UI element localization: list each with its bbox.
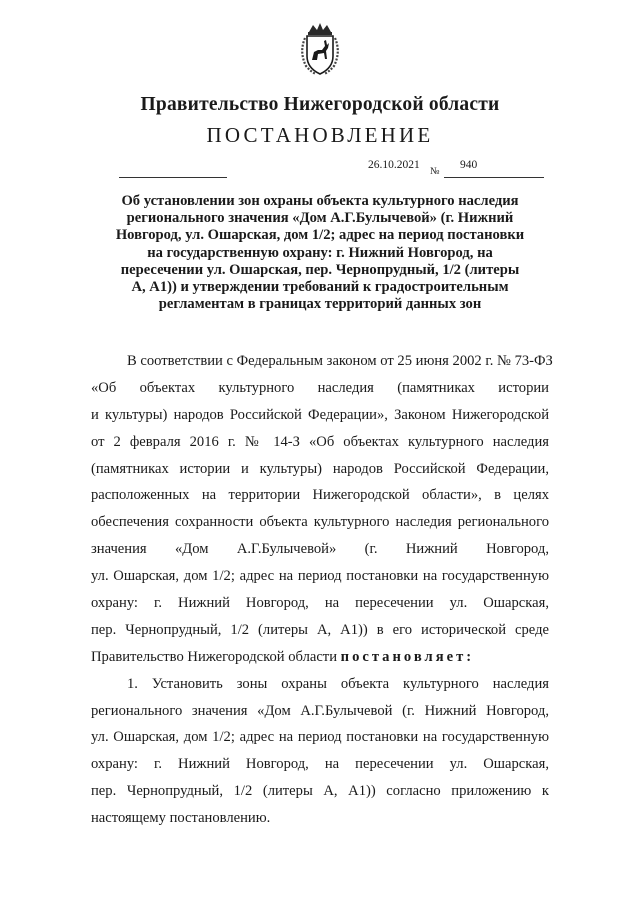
body-line: 1. Установить зоны охраны объекта культурного наследия bbox=[127, 675, 549, 692]
decree-date: 26.10.2021 bbox=[368, 159, 420, 171]
decree-number: 940 bbox=[460, 159, 478, 171]
body-line: (памятниках истории и культуры) народов Российской Федерации, bbox=[91, 460, 549, 477]
body-line: пер. Чернопрудный, 1/2 (литеры А, А1)) согласно приложению к bbox=[91, 783, 549, 800]
body-line: настоящему постановлению. bbox=[91, 810, 271, 827]
body-line: «Об объектах культурного наследия (памятниках истории bbox=[91, 379, 549, 396]
body-line: В соответствии с Федеральным законом от 25 июня 2002 г. № 73-ФЗ bbox=[127, 353, 553, 369]
subject-line: на государственную охрану: г. Нижний Новгород, на bbox=[147, 244, 493, 261]
number-sign: № bbox=[430, 166, 440, 177]
body-line: охрану: г. Нижний Новгород, на пересечении ул. Ошарская, bbox=[91, 756, 549, 773]
body-line: значения «Дом А.Г.Булычевой» (г. Нижний Новгород, bbox=[91, 541, 549, 558]
government-title: Правительство Нижегородской области bbox=[140, 94, 500, 115]
date-blank-line bbox=[119, 177, 227, 178]
coat-of-arms-icon bbox=[298, 22, 342, 76]
body-line: охрану: г. Нижний Новгород, на пересечении ул. Ошарская, bbox=[91, 595, 549, 612]
document-type-title: ПОСТАНОВЛЕНИЕ bbox=[206, 123, 434, 147]
subject-line: регионального значения «Дом А.Г.Булычевой» (г. Нижний bbox=[126, 210, 514, 227]
subject-line: регламентам в границах территорий данных зон bbox=[158, 296, 482, 313]
body-line bbox=[91, 644, 549, 671]
subject-line: Новгород, ул. Ошарская, дом 1/2; адрес на период постановки bbox=[115, 227, 525, 244]
subject-line: А, А1)) и утверждении требований к градостроительным bbox=[131, 279, 509, 296]
body-line: расположенных на территории Нижегородской области», в целях bbox=[91, 487, 549, 504]
body-line: ул. Ошарская, дом 1/2; адрес на период постановки на государственную bbox=[91, 729, 549, 746]
resolution-prefix: Правительство Нижегородской области bbox=[91, 648, 337, 665]
body-line: и культуры) народов Российской Федерации», Законом Нижегородской bbox=[91, 406, 549, 423]
subject-line: пересечении ул. Ошарская, пер. Чернопрудный, 1/2 (литеры bbox=[120, 261, 520, 278]
decree-subject bbox=[110, 193, 530, 313]
body-line: обеспечения сохранности объекта культурного наследия регионального bbox=[91, 514, 549, 531]
body-line: регионального значения «Дом А.Г.Булычевой (г. Нижний Новгород, bbox=[91, 702, 549, 719]
subject-line: Об установлении зон охраны объекта культурного наследия bbox=[121, 193, 519, 209]
decree-body bbox=[91, 348, 553, 832]
body-line: ул. Ошарская, дом 1/2; адрес на период постановки на государственную bbox=[91, 568, 549, 585]
resolution-keyword: постановляет: bbox=[340, 648, 475, 665]
body-line: пер. Чернопрудный, 1/2 (литеры А, А1)) в его исторической среде bbox=[91, 621, 549, 638]
number-blank-line bbox=[444, 177, 544, 178]
body-line: от 2 февраля 2016 г. № 14-З «Об объектах культурного наследия bbox=[91, 433, 549, 450]
